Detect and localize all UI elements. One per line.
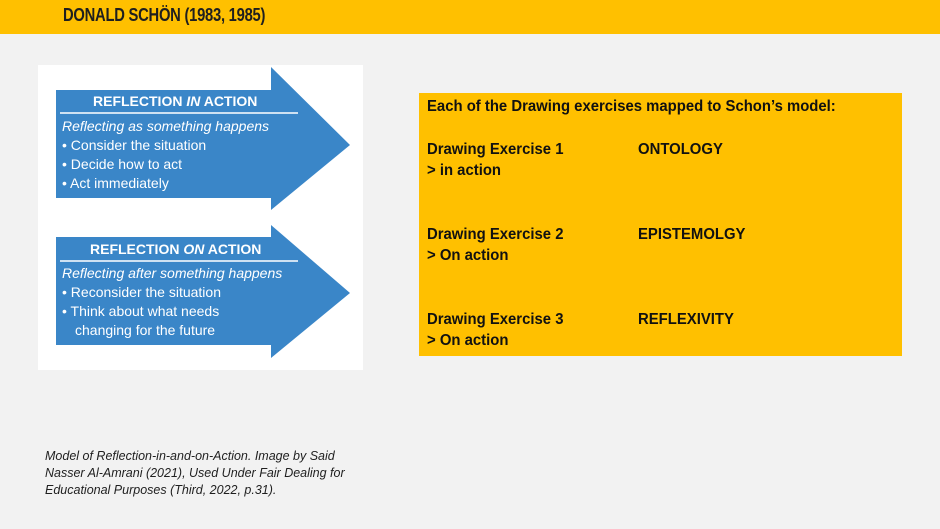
exercise-1-category: ONTOLOGY bbox=[638, 141, 723, 158]
mapping-heading: Each of the Drawing exercises mapped to Schon’s model: bbox=[427, 98, 836, 115]
arrow-1-bullet-2: • Decide how to act bbox=[62, 156, 183, 172]
arrow-2-heading: REFLECTION ON ACTION bbox=[90, 241, 262, 257]
exercise-1-title: Drawing Exercise 1 bbox=[427, 141, 564, 158]
arrow-1-bullet-1: • Consider the situation bbox=[62, 137, 207, 153]
exercise-1 bbox=[427, 139, 563, 181]
arrow-2-bullet-1: • Reconsider the situation bbox=[62, 284, 221, 300]
arrow-2-bullet-2: • Think about what needs bbox=[62, 303, 220, 319]
mapping-box bbox=[419, 93, 902, 356]
arrow-2-bullet-3: changing for the future bbox=[75, 322, 216, 338]
exercise-3-mode: > On action bbox=[427, 332, 509, 349]
exercise-2-mode: > On action bbox=[427, 247, 509, 264]
exercise-3-title: Drawing Exercise 3 bbox=[427, 311, 564, 328]
exercise-1-mode: > in action bbox=[427, 162, 502, 179]
reflection-diagram bbox=[38, 65, 363, 370]
page-title: DONALD SCHÖN (1983, 1985) bbox=[63, 5, 266, 25]
exercise-2-category: EPISTEMOLGY bbox=[638, 226, 746, 243]
image-caption: Model of Reflection-in-and-on-Action. Image by Said Nasser Al-Amrani (2021), Used Under Fair Dealing for Educational Purposes (Third, 2022, p.31). bbox=[45, 449, 345, 497]
arrow-2-subtitle: Reflecting after something happens bbox=[62, 265, 283, 281]
arrow-1-heading: REFLECTION IN ACTION bbox=[93, 93, 258, 109]
arrow-1-subtitle: Reflecting as something happens bbox=[62, 118, 270, 134]
exercise-2 bbox=[427, 224, 563, 266]
exercise-2-title: Drawing Exercise 2 bbox=[427, 226, 564, 243]
exercise-3-category: REFLEXIVITY bbox=[638, 311, 734, 328]
exercise-3 bbox=[427, 309, 563, 351]
reflection-diagram-svg bbox=[38, 65, 363, 370]
arrow-1-bullet-3: • Act immediately bbox=[62, 175, 169, 191]
